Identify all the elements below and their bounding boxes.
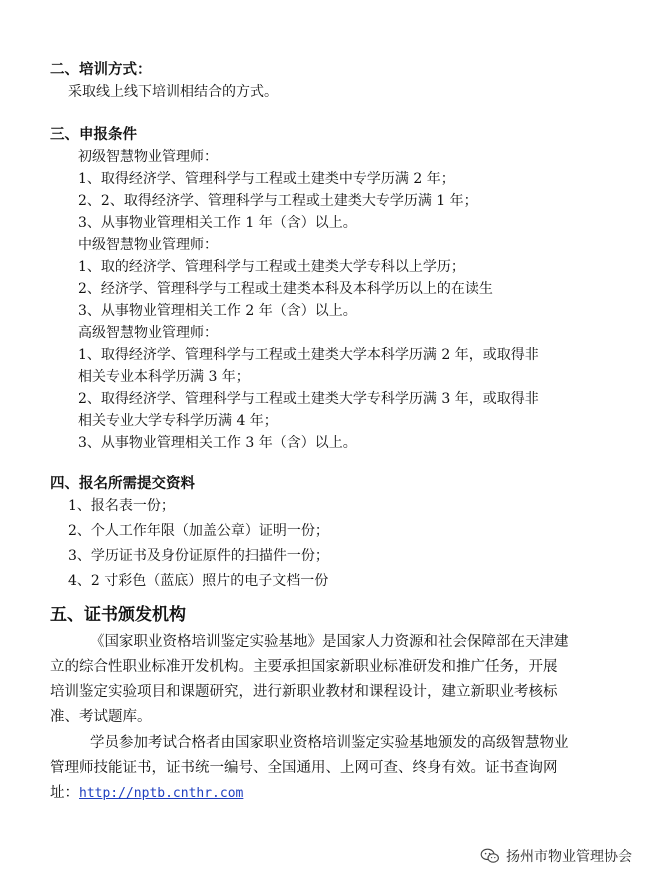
senior-item-line: 相关专业本科学历满 3 年； bbox=[78, 369, 250, 385]
senior-item-line: 2、取得经济学、管理科学与工程或土建类大学专科学历满 3 年，或取得非 bbox=[78, 391, 539, 407]
material-item: 4、2 寸彩色（蓝底）照片的电子文档一份 bbox=[68, 573, 329, 589]
senior-item-line: 3、从事物业管理相关工作 3 年（含）以上。 bbox=[78, 435, 357, 451]
certificate-paragraph-line: 管理师技能证书，证书统一编号、全国通用、上网可查、终身有效。证书查询网 bbox=[50, 760, 558, 776]
institution-paragraph-line: 立的综合性职业标准开发机构。主要承担国家新职业标准研发和推广任务，开展 bbox=[50, 659, 558, 675]
senior-item-line: 相关专业大学专科学历满 4 年； bbox=[78, 413, 278, 429]
senior-level-title: 高级智慧物业管理师： bbox=[78, 325, 218, 341]
section-4-heading: 四、报名所需提交资料 bbox=[50, 476, 195, 492]
section-2-heading: 二、培训方式： bbox=[50, 62, 152, 78]
section-5-heading: 五、证书颁发机构 bbox=[50, 605, 186, 625]
senior-item-line: 1、取得经济学、管理科学与工程或土建类大学本科学历满 2 年，或取得非 bbox=[78, 347, 539, 363]
section-3-heading: 三、申报条件 bbox=[50, 127, 137, 143]
section-2-body: 采取线上线下培训相结合的方式。 bbox=[68, 84, 278, 100]
material-item: 3、学历证书及身份证原件的扫描件一份； bbox=[68, 548, 329, 564]
middle-item: 1、取的经济学、管理科学与工程或土建类大学专科以上学历； bbox=[78, 259, 465, 275]
material-item: 2、个人工作年限（加盖公章）证明一份； bbox=[68, 523, 329, 539]
certificate-paragraph-line: 学员参加考试合格者由国家职业资格培训鉴定实验基地颁发的高级智慧物业 bbox=[90, 735, 569, 751]
institution-paragraph-line: 《国家职业资格培训鉴定实验基地》是国家人力资源和社会保障部在天津建 bbox=[90, 634, 569, 650]
material-item: 1、报名表一份； bbox=[68, 498, 175, 514]
url-prefix: 址： bbox=[50, 785, 79, 801]
watermark-text: 扬州市物业管理协会 bbox=[506, 849, 632, 865]
middle-item: 2、经济学、管理科学与工程或土建类本科及本科学历以上的在读生 bbox=[78, 281, 493, 297]
primary-level-title: 初级智慧物业管理师： bbox=[78, 149, 218, 165]
certificate-url-line bbox=[50, 783, 243, 804]
primary-item: 1、取得经济学、管理科学与工程或土建类中专学历满 2 年； bbox=[78, 171, 455, 187]
primary-item: 3、从事物业管理相关工作 1 年（含）以上。 bbox=[78, 215, 357, 231]
institution-paragraph-line: 准、考试题库。 bbox=[50, 709, 152, 725]
primary-item: 2、2、取得经济学、管理科学与工程或土建类大专学历满 1 年； bbox=[78, 193, 478, 209]
middle-level-title: 中级智慧物业管理师： bbox=[78, 237, 218, 253]
middle-item: 3、从事物业管理相关工作 2 年（含）以上。 bbox=[78, 303, 357, 319]
account-watermark bbox=[480, 846, 632, 866]
certificate-query-link[interactable]: http://nptb.cnthr.com bbox=[79, 786, 244, 801]
wechat-icon bbox=[480, 848, 500, 864]
institution-paragraph-line: 培训鉴定实验项目和课题研究，进行新职业教材和课程设计，建立新职业考核标 bbox=[50, 684, 558, 700]
